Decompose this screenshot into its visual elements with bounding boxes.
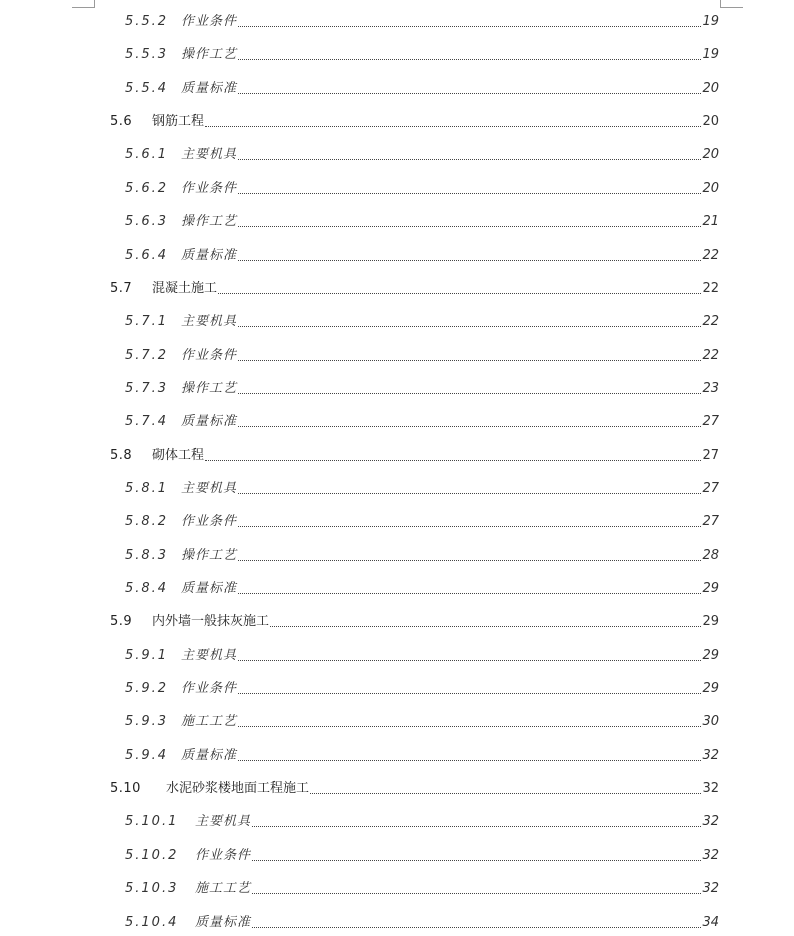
toc-entry-title: 作业条件 <box>181 347 238 363</box>
toc-dot-leader <box>252 893 701 894</box>
toc-entry-title: 质量标准 <box>181 80 238 96</box>
toc-subsection-entry[interactable] <box>125 45 719 65</box>
toc-entry-title: 主要机具 <box>181 314 238 330</box>
toc-subsection-entry[interactable] <box>125 879 719 899</box>
toc-dot-leader <box>238 360 701 361</box>
toc-entry-number: 5.7.1 <box>125 314 169 330</box>
toc-entry-number: 5.9 <box>110 614 133 630</box>
toc-entry-title: 作业条件 <box>181 514 238 530</box>
toc-entry-page-number: 23 <box>702 380 719 396</box>
toc-dot-leader <box>238 593 701 594</box>
toc-entry-page-number: 27 <box>702 480 719 496</box>
toc-entry-page-number: 19 <box>702 47 719 63</box>
toc-entry-title: 质量标准 <box>181 747 238 763</box>
toc-dot-leader <box>238 660 701 661</box>
toc-dot-leader <box>205 460 701 461</box>
toc-dot-leader <box>238 226 701 227</box>
toc-entry-number: 5.8.4 <box>125 581 169 596</box>
toc-entry-title: 钢筋工程 <box>152 114 205 130</box>
toc-dot-leader <box>252 826 701 827</box>
toc-entry-number: 5.9.1 <box>125 647 169 663</box>
toc-subsection-entry[interactable] <box>125 479 719 499</box>
toc-entry-title: 质量标准 <box>195 914 252 930</box>
toc-entry-title: 操作工艺 <box>181 547 238 563</box>
toc-dot-leader <box>238 393 701 394</box>
toc-entry-number: 5.7.4 <box>125 414 169 430</box>
toc-entry-title: 砌体工程 <box>152 447 205 463</box>
toc-entry-page-number: 32 <box>702 847 719 863</box>
toc-dot-leader <box>205 126 701 127</box>
toc-subsection-entry[interactable] <box>125 379 719 399</box>
toc-entry-page-number: 32 <box>702 781 719 797</box>
toc-entry-title: 质量标准 <box>181 581 238 596</box>
toc-dot-leader <box>238 526 701 527</box>
toc-entry-page-number: 30 <box>702 714 719 730</box>
toc-subsection-entry[interactable] <box>125 246 719 266</box>
toc-entry-page-number: 32 <box>702 881 719 897</box>
toc-subsection-entry[interactable] <box>125 812 719 832</box>
toc-entry-number: 5.9.4 <box>125 747 169 763</box>
toc-subsection-entry[interactable] <box>125 746 719 766</box>
toc-entry-page-number: 20 <box>702 80 719 96</box>
toc-dot-leader <box>238 326 701 327</box>
toc-entry-number: 5.7 <box>110 280 133 296</box>
toc-entry-title: 作业条件 <box>181 180 238 196</box>
toc-entry-number: 5.7.3 <box>125 380 169 396</box>
toc-entry-number: 5.7.2 <box>125 347 169 363</box>
toc-entry-number: 5.6 <box>110 114 133 130</box>
toc-subsection-entry[interactable] <box>125 412 719 432</box>
toc-entry-page-number: 22 <box>702 280 719 296</box>
toc-subsection-entry[interactable] <box>125 579 719 599</box>
toc-entry-number: 5.8 <box>110 447 133 463</box>
toc-dot-leader <box>238 493 701 494</box>
toc-subsection-entry[interactable] <box>125 512 719 532</box>
toc-dot-leader <box>238 159 701 160</box>
toc-entry-title: 混凝土施工 <box>152 280 218 296</box>
toc-dot-leader <box>238 260 701 261</box>
toc-dot-leader <box>238 693 701 694</box>
toc-subsection-entry[interactable] <box>125 646 719 666</box>
toc-subsection-entry[interactable] <box>125 346 719 366</box>
toc-entry-title: 主要机具 <box>195 814 252 830</box>
toc-dot-leader <box>270 626 701 627</box>
toc-entry-title: 作业条件 <box>181 681 238 696</box>
toc-entry-page-number: 20 <box>702 114 719 130</box>
toc-section-entry[interactable] <box>110 446 719 466</box>
toc-entry-title: 操作工艺 <box>181 214 238 230</box>
toc-entry-number: 5.8.1 <box>125 480 169 496</box>
toc-subsection-entry[interactable] <box>125 179 719 199</box>
toc-subsection-entry[interactable] <box>125 145 719 165</box>
toc-entry-page-number: 29 <box>702 647 719 663</box>
toc-subsection-entry[interactable] <box>125 712 719 732</box>
toc-subsection-entry[interactable] <box>125 846 719 866</box>
toc-subsection-entry[interactable] <box>125 312 719 332</box>
toc-entry-title: 质量标准 <box>181 414 238 430</box>
toc-entry-page-number: 20 <box>702 180 719 196</box>
toc-dot-leader <box>238 560 701 561</box>
toc-entry-number: 5.10.2 <box>125 847 179 863</box>
toc-entry-number: 5.9.3 <box>125 714 169 730</box>
toc-dot-leader <box>238 59 701 60</box>
toc-entry-number: 5.10 <box>110 781 141 797</box>
toc-entry-page-number: 32 <box>702 814 719 830</box>
toc-entry-number: 5.8.2 <box>125 514 169 530</box>
toc-entry-title: 施工工艺 <box>195 881 252 897</box>
toc-entry-number: 5.10.4 <box>125 914 179 930</box>
toc-dot-leader <box>238 426 701 427</box>
toc-dot-leader <box>252 927 701 928</box>
toc-dot-leader <box>310 793 701 794</box>
toc-section-entry[interactable] <box>110 112 719 132</box>
toc-entry-title: 作业条件 <box>181 14 238 29</box>
toc-entry-page-number: 29 <box>702 681 719 696</box>
toc-entry-page-number: 34 <box>702 914 719 930</box>
toc-entry-number: 5.10.3 <box>125 881 179 897</box>
toc-entry-page-number: 21 <box>702 214 719 230</box>
toc-dot-leader <box>238 760 701 761</box>
toc-entry-page-number: 22 <box>702 247 719 263</box>
toc-entry-title: 作业条件 <box>195 847 252 863</box>
toc-dot-leader <box>238 193 701 194</box>
toc-entry-number: 5.5.4 <box>125 80 169 96</box>
toc-entry-title: 水泥砂浆楼地面工程施工 <box>166 781 310 797</box>
toc-entry-page-number: 29 <box>702 581 719 596</box>
toc-dot-leader <box>218 293 701 294</box>
toc-entry-number: 5.5.2 <box>125 14 169 29</box>
toc-dot-leader <box>252 860 701 861</box>
toc-entry-number: 5.6.4 <box>125 247 169 263</box>
toc-entry-title: 施工工艺 <box>181 714 238 730</box>
toc-dot-leader <box>238 26 701 27</box>
toc-entry-title: 主要机具 <box>181 480 238 496</box>
toc-entry-title: 内外墙一般抹灰施工 <box>152 614 270 630</box>
toc-entry-number: 5.6.3 <box>125 214 169 230</box>
toc-entry-title: 操作工艺 <box>181 47 238 63</box>
toc-entry-number: 5.9.2 <box>125 681 169 696</box>
toc-entry-title: 主要机具 <box>181 147 238 163</box>
toc-entry-number: 5.5.3 <box>125 47 169 63</box>
toc-entry-number: 5.8.3 <box>125 547 169 563</box>
toc-dot-leader <box>238 726 701 727</box>
toc-subsection-entry[interactable] <box>125 12 719 32</box>
toc-subsection-entry[interactable] <box>125 546 719 566</box>
toc-entry-page-number: 27 <box>702 514 719 530</box>
toc-section-entry[interactable] <box>110 612 719 632</box>
toc-dot-leader <box>238 93 701 94</box>
toc-entry-page-number: 19 <box>702 14 719 29</box>
toc-entry-title: 质量标准 <box>181 247 238 263</box>
toc-entry-page-number: 28 <box>702 547 719 563</box>
toc-entry-page-number: 22 <box>702 314 719 330</box>
toc-entry-page-number: 32 <box>702 747 719 763</box>
toc-subsection-entry[interactable] <box>125 679 719 699</box>
toc-entry-number: 5.6.2 <box>125 180 169 196</box>
toc-entry-page-number: 27 <box>702 414 719 430</box>
toc-entry-title: 主要机具 <box>181 647 238 663</box>
toc-section-entry[interactable] <box>110 279 719 299</box>
toc-entry-number: 5.6.1 <box>125 147 169 163</box>
toc-subsection-entry[interactable] <box>125 79 719 99</box>
toc-entry-page-number: 20 <box>702 147 719 163</box>
toc-entry-page-number: 22 <box>702 347 719 363</box>
toc-subsection-entry[interactable] <box>125 913 719 933</box>
toc-entry-title: 操作工艺 <box>181 380 238 396</box>
toc-section-entry[interactable] <box>110 779 719 799</box>
toc-entry-page-number: 27 <box>702 447 719 463</box>
toc-entry-page-number: 29 <box>702 614 719 630</box>
toc-entry-number: 5.10.1 <box>125 814 179 830</box>
toc-subsection-entry[interactable] <box>125 212 719 232</box>
